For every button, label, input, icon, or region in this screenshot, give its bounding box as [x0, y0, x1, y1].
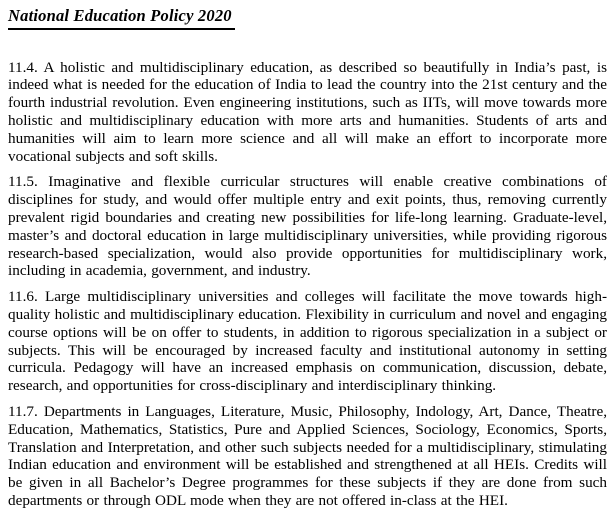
- paragraph-11-7: 11.7. Departments in Languages, Literature, Music, Philosophy, Indology, Art, Dance, Theatre, Education, Mathematics, Statistics, Pure and Applied Sciences, Sociology, Economics, Sports, Translation and Interpretation, and other such subjects needed for a multidisciplinary, stimulating Indian education and environment will be established and strengthened at all HEIs. Credits will be given in all Bachelor’s Degree programmes for these subjects if they are done from such departments or through ODL mode when they are not offered in-class at the HEI.: [8, 402, 607, 509]
- document-body: [8, 59, 607, 510]
- paragraph-11-6: 11.6. Large multidisciplinary universities and colleges will facilitate the move towards high-quality holistic and multidisciplinary education. Flexibility in curriculum and novel and engaging course options will be on offer to students, in addition to rigorous specialization in a subject or subjects. This will be encouraged by increased faculty and institutional autonomy in setting curricula. Pedagogy will have an increased emphasis on communication, discussion, debate, research, and opportunities for cross-disciplinary and interdisciplinary thinking.: [8, 288, 607, 395]
- document-title: National Education Policy 2020: [8, 6, 235, 30]
- document-header: [8, 6, 607, 30]
- paragraph-11-5: 11.5. Imaginative and flexible curricular structures will enable creative combinations of disciplines for study, and would offer multiple entry and exit points, thus, removing currently prevalent rigid boundaries and creating new possibilities for life-long learning. Graduate-level, master’s and doctoral education in large multidisciplinary universities, while providing rigorous research-based specialization, would also provide opportunities for multidisciplinary work, including in academia, government, and industry.: [8, 173, 607, 280]
- paragraph-11-4: 11.4. A holistic and multidisciplinary education, as described so beautifully in India’s past, is indeed what is needed for the education of India to lead the country into the 21st century and the fourth industrial revolution. Even engineering institutions, such as IITs, will move towards more holistic and multidisciplinary education with more arts and humanities. Students of arts and humanities will aim to learn more science and all will make an effort to incorporate more vocational subjects and soft skills.: [8, 58, 607, 165]
